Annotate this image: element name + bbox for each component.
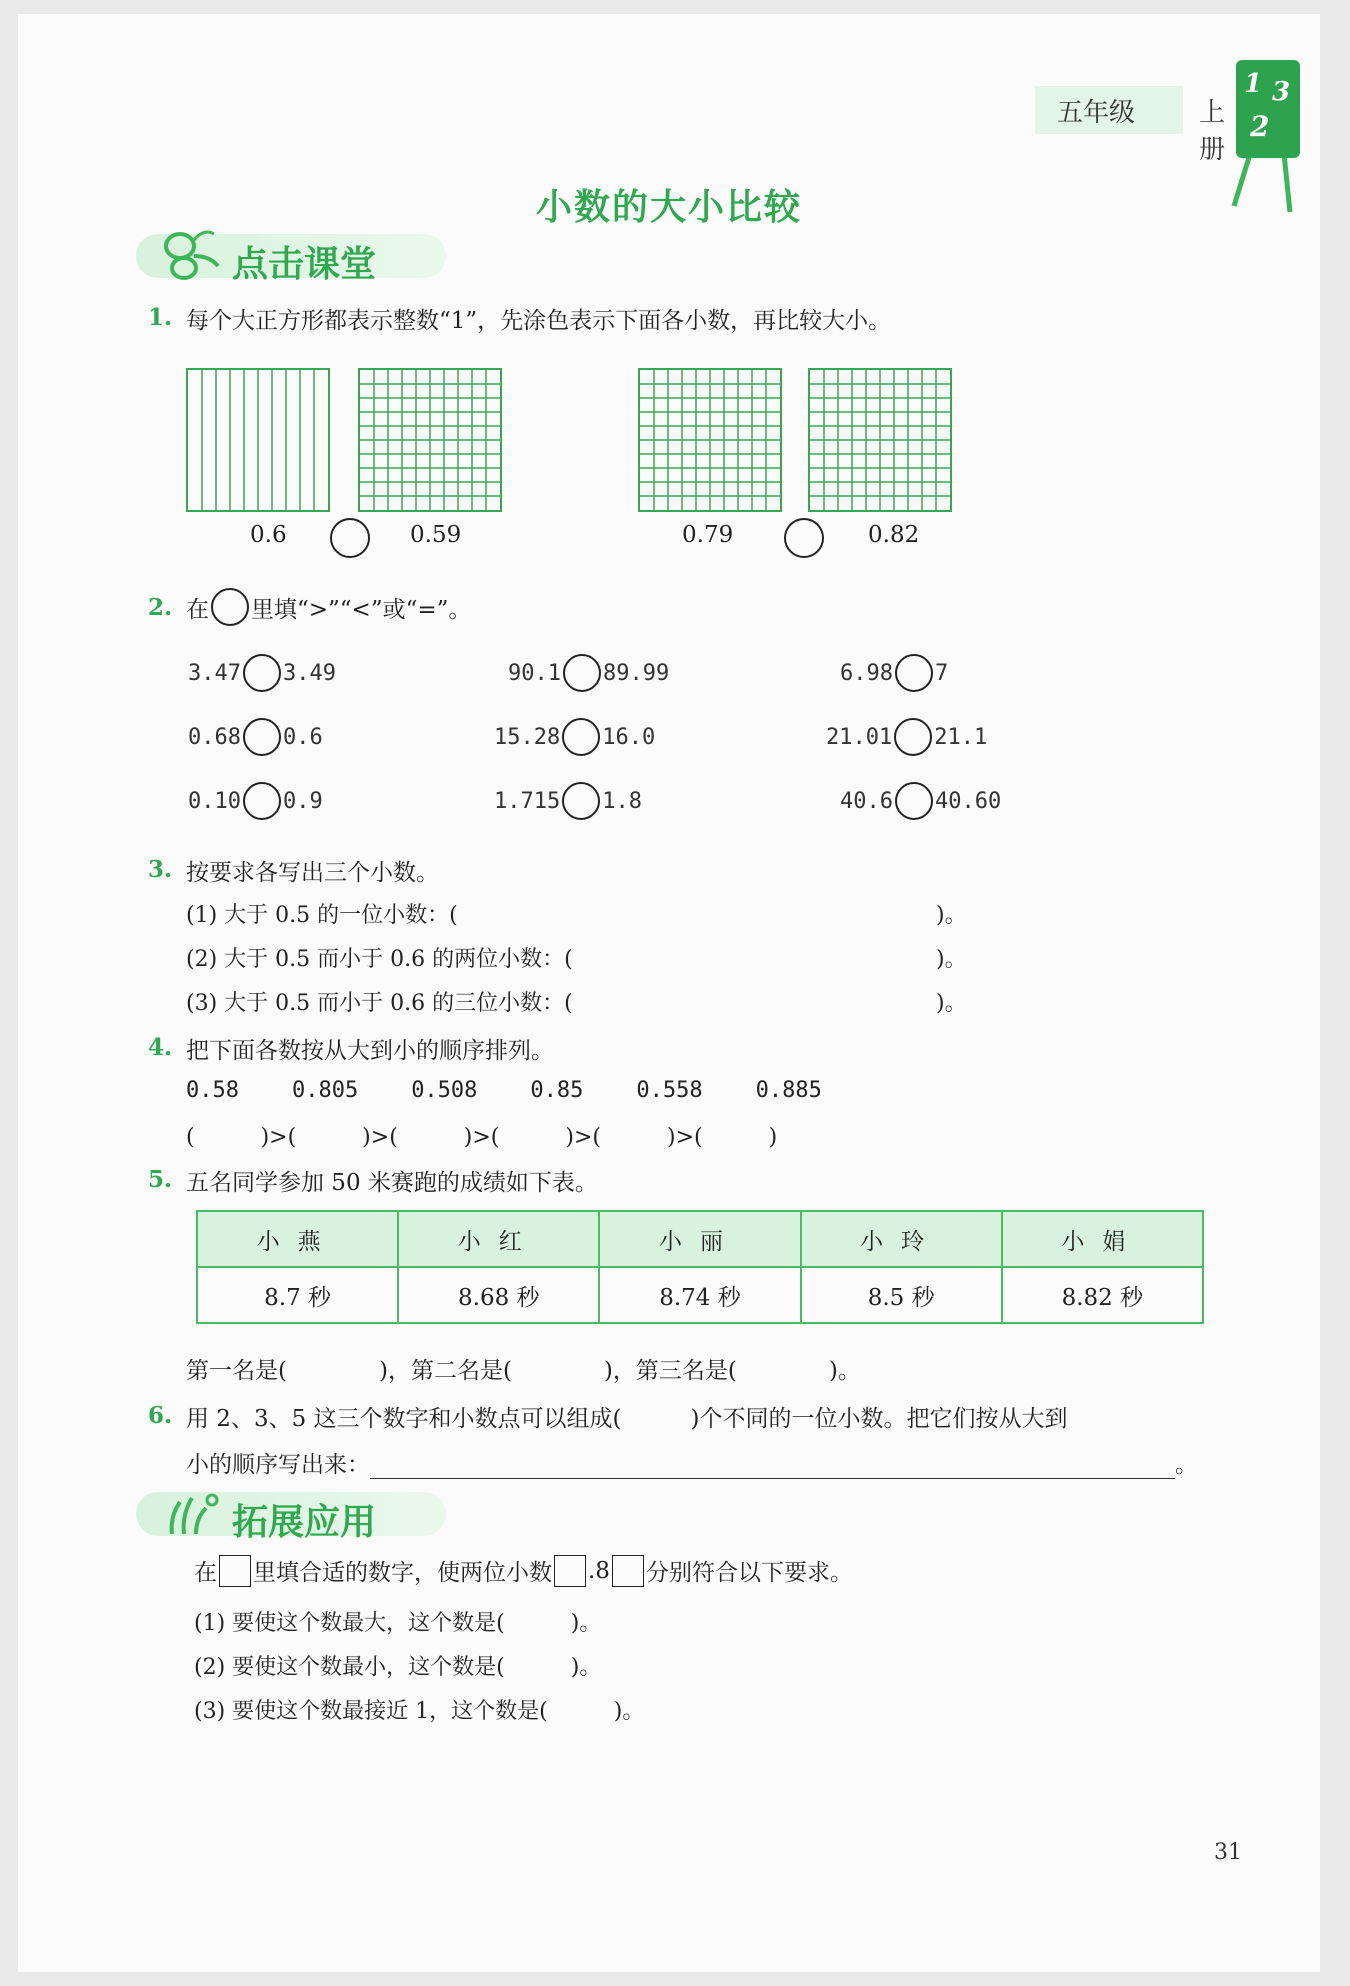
q1-compare-circle-2[interactable] — [784, 518, 824, 558]
q3-item-2-label: (2) 大于 0.5 而小于 0.6 的两位小数：( — [186, 947, 573, 972]
q4-text: 把下面各数按从大到小的顺序排列。 — [186, 1038, 554, 1064]
extend-item-2[interactable]: (2) 要使这个数最小，这个数是( )。 — [194, 1655, 602, 1680]
table-header-cell: 小娟 — [1002, 1211, 1203, 1267]
q2-answer-circle[interactable] — [895, 654, 933, 692]
q2-answer-circle[interactable] — [243, 782, 281, 820]
q2-answer-circle[interactable] — [563, 654, 601, 692]
logo-digit-3: 3 — [1272, 77, 1291, 107]
q3-item-3-label: (3) 大于 0.5 而小于 0.6 的三位小数：( — [186, 991, 573, 1016]
q6-line2: 小的顺序写出来： 。 — [186, 1452, 1198, 1478]
section-banner-extend — [136, 1492, 446, 1543]
q3-item-2-close: )。 — [936, 947, 967, 972]
example-box — [219, 1555, 251, 1587]
section-title-class: 点击课堂 — [232, 244, 377, 285]
digit-box-1[interactable] — [554, 1555, 586, 1587]
q1-value-left-2: 0.79 — [682, 522, 734, 548]
grid-hundredths-2[interactable] — [638, 368, 782, 512]
extend-item-1[interactable]: (1) 要使这个数最大，这个数是( )。 — [194, 1611, 602, 1636]
table-cell: 8.74 秒 — [599, 1267, 800, 1323]
q2-number: 2. — [148, 594, 173, 621]
logo-digit-2: 2 — [1250, 110, 1270, 143]
q2-item: 0.68 0.6 — [188, 718, 323, 756]
q6-number: 6. — [148, 1402, 173, 1429]
q4-order-line[interactable]: ( )>( )>( )>( )>( )>( ) — [186, 1125, 778, 1150]
table-cell: 8.68 秒 — [398, 1267, 599, 1323]
table-header-cell: 小红 — [398, 1211, 599, 1267]
q2-item: 3.47 3.49 — [188, 654, 336, 692]
extend-item-3[interactable]: (3) 要使这个数最接近 1，这个数是( )。 — [194, 1699, 645, 1724]
q3-item-1-label: (1) 大于 0.5 的一位小数：( — [186, 903, 458, 928]
q2-item: 90.1 89.99 — [508, 654, 669, 692]
q3-item-3-close: )。 — [936, 991, 967, 1016]
table-cell: 8.82 秒 — [1002, 1267, 1203, 1323]
logo-digit-1: 1 — [1244, 69, 1263, 99]
q5-answer-line[interactable]: 第一名是( )，第二名是( )，第三名是( )。 — [186, 1358, 861, 1384]
table-header-cell: 小燕 — [197, 1211, 398, 1267]
table-cell: 8.5 秒 — [801, 1267, 1002, 1323]
q2-item: 21.01 21.1 — [826, 718, 987, 756]
q2-item: 40.6 40.60 — [840, 782, 1001, 820]
q2-item: 0.10 0.9 — [188, 782, 323, 820]
grass-icon — [162, 1488, 226, 1540]
q1-compare-circle-1[interactable] — [330, 518, 370, 558]
grid-hundredths-1[interactable] — [358, 368, 502, 512]
q1-number: 1. — [148, 304, 173, 331]
volume-label: 上册 — [1195, 92, 1229, 166]
q3-number: 3. — [148, 856, 173, 883]
q2-instruction: 在 里填“>”“<”或“=”。 — [186, 588, 471, 626]
page-title: 小数的大小比较 — [535, 187, 802, 228]
digit-box-2[interactable] — [612, 1555, 644, 1587]
page-number: 31 — [1214, 1840, 1242, 1865]
q5-number: 5. — [148, 1166, 173, 1193]
q2-item: 6.98 7 — [840, 654, 948, 692]
table-header-cell: 小丽 — [599, 1211, 800, 1267]
q2-item: 1.715 1.8 — [494, 782, 642, 820]
section-title-extend: 拓展应用 — [232, 1502, 377, 1543]
q1-value-left-1: 0.6 — [250, 522, 287, 548]
q6-line1: 用 2、3、5 这三个数字和小数点可以组成( )个不同的一位小数。把它们按从大到 — [186, 1406, 1068, 1432]
section-banner-class — [136, 234, 446, 285]
grid-tenths[interactable] — [186, 368, 330, 512]
q3-item-1-close: )。 — [936, 903, 967, 928]
grid-hundredths-3[interactable] — [808, 368, 952, 512]
q3-text: 按要求各写出三个小数。 — [186, 860, 439, 886]
q4-number: 4. — [148, 1034, 173, 1061]
q2-answer-circle[interactable] — [562, 782, 600, 820]
table-row — [197, 1267, 1203, 1323]
extend-intro: 在 里填合适的数字，使两位小数 .8 分别符合以下要求。 — [194, 1554, 853, 1587]
butterfly-icon — [160, 226, 224, 284]
q2-answer-circle[interactable] — [894, 718, 932, 756]
table-header-cell: 小玲 — [801, 1211, 1002, 1267]
table-cell: 8.7 秒 — [197, 1267, 398, 1323]
q1-text: 每个大正方形都表示整数“1”，先涂色表示下面各小数，再比较大小。 — [186, 308, 892, 334]
q2-example-circle — [211, 588, 249, 626]
worksheet-page — [18, 14, 1320, 1972]
q2-answer-circle[interactable] — [243, 654, 281, 692]
q5-text: 五名同学参加 50 米赛跑的成绩如下表。 — [186, 1170, 598, 1196]
q2-answer-circle[interactable] — [243, 718, 281, 756]
grade-label: 五年级 — [1057, 98, 1136, 128]
q1-value-right-2: 0.82 — [868, 522, 920, 548]
q1-value-right-1: 0.59 — [410, 522, 462, 548]
grade-label-box — [1035, 86, 1226, 165]
race-results-table — [196, 1210, 1204, 1324]
q4-numbers: 0.58 0.805 0.508 0.85 0.558 0.885 — [186, 1078, 822, 1103]
q2-answer-circle[interactable] — [895, 782, 933, 820]
q2-item: 15.28 16.0 — [494, 718, 655, 756]
table-header-row — [197, 1211, 1203, 1267]
q6-answer-blank[interactable] — [370, 1454, 1175, 1479]
q2-answer-circle[interactable] — [562, 718, 600, 756]
